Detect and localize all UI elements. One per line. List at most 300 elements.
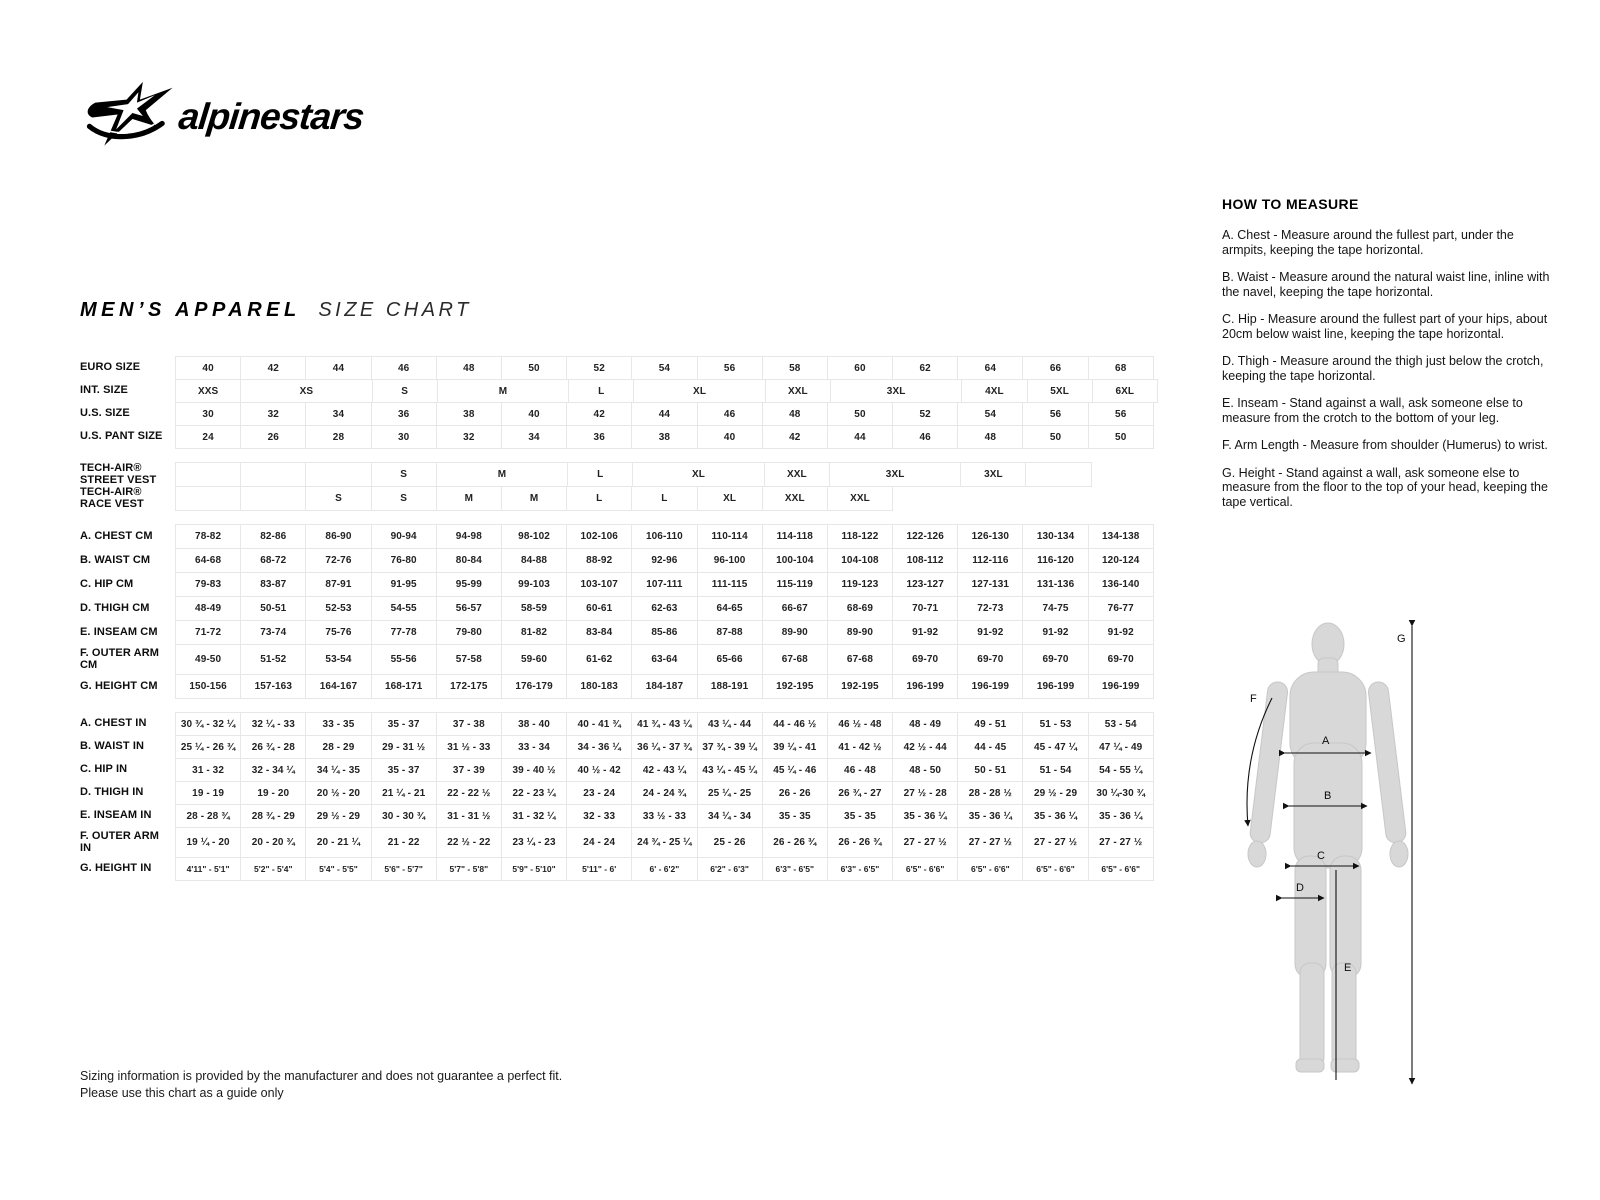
table-cell: 127-131 (957, 572, 1023, 597)
table-cell: 46 - 48 (827, 758, 893, 782)
table-cell: 110-114 (697, 524, 763, 549)
table-cell: 74-75 (1022, 596, 1088, 621)
table-cell: 64-68 (175, 548, 241, 573)
table-cell: 22 ½ - 22 (436, 827, 502, 858)
table-cell: 5'7" - 5'8" (436, 857, 502, 881)
table-cell: 30 (371, 425, 437, 449)
table-cell: 33 - 34 (501, 735, 567, 759)
table-cell: 38 (436, 402, 502, 426)
table-cell: 88-92 (566, 548, 632, 573)
table-cell: 95-99 (436, 572, 502, 597)
table-cell: 5'9" - 5'10" (501, 857, 567, 881)
table-cell: 24 (175, 425, 241, 449)
table-row (80, 781, 1170, 805)
table-cell: 4XL (961, 379, 1027, 403)
table-cell: 56-57 (436, 596, 502, 621)
row-label: EURO SIZE (80, 361, 141, 374)
table-cell (305, 462, 371, 487)
table-cell: 54 (957, 402, 1023, 426)
table-cell: 50 - 51 (957, 758, 1023, 782)
row-label: F. OUTER ARM CM (80, 647, 160, 671)
table-cell: 32 - 33 (566, 804, 632, 828)
table-cell: 48 - 50 (892, 758, 958, 782)
title-main: MEN’S APPAREL (80, 299, 301, 321)
table-cell: 50 (1088, 425, 1154, 449)
size-chart-table (80, 356, 1170, 894)
table-cell: 65-66 (697, 644, 763, 675)
table-cell: 83-84 (566, 620, 632, 645)
table-cell: 39 ¼ - 41 (762, 735, 828, 759)
figure-marker-f: F (1250, 693, 1257, 705)
disclaimer (80, 1068, 562, 1101)
table-cell: 46 (892, 425, 958, 449)
table-cell: 48 (957, 425, 1023, 449)
table-cell: 67-68 (827, 644, 893, 675)
table-cell: 48-49 (175, 596, 241, 621)
table-row (80, 758, 1170, 782)
table-cell: 5'11" - 6' (566, 857, 632, 881)
table-cell: 26 (240, 425, 306, 449)
table-cell: 120-124 (1088, 548, 1154, 573)
table-cell: 59-60 (501, 644, 567, 675)
table-cell: 56 (697, 356, 763, 380)
table-cell: 92-96 (631, 548, 697, 573)
table-cell: 87-88 (697, 620, 763, 645)
table-cell: 116-120 (1022, 548, 1088, 573)
table-cell: 76-80 (371, 548, 437, 573)
table-row (80, 735, 1170, 759)
table-cell: 26 - 26 ¾ (827, 827, 893, 858)
figure-marker-a: A (1322, 735, 1330, 747)
table-cell: 164-167 (305, 674, 371, 699)
table-cell (957, 486, 1023, 511)
table-row (80, 572, 1170, 597)
table-cell: 157-163 (240, 674, 306, 699)
table-cell: 55-56 (371, 644, 437, 675)
table-cell: 30 (175, 402, 241, 426)
table-cell: 35 - 36 ¼ (957, 804, 1023, 828)
table-cell: 46 (371, 356, 437, 380)
row-label: C. HIP IN (80, 763, 128, 776)
table-cell: L (566, 486, 632, 511)
table-cell: 48 (762, 402, 828, 426)
table-cell: 134-138 (1088, 524, 1154, 549)
table-cell: 50 (827, 402, 893, 426)
table-cell: XL (633, 379, 765, 403)
measure-instruction-c: C. Hip - Measure around the fullest part of your hips, about 20cm below waist line, keeping the tape horizontal. (1222, 312, 1548, 341)
table-cell: 168-171 (371, 674, 437, 699)
table-cell: XS (240, 379, 372, 403)
table-cell: 26 - 26 ¾ (762, 827, 828, 858)
figure-marker-d: D (1296, 882, 1304, 894)
table-cell: 43 ¼ - 44 (697, 712, 763, 736)
table-cell: 6'5" - 6'6" (957, 857, 1023, 881)
table-cell: 54 - 55 ¼ (1088, 758, 1154, 782)
table-cell: 80-84 (436, 548, 502, 573)
table-cell: 196-199 (892, 674, 958, 699)
alpinestars-logo (85, 80, 366, 152)
table-cell: 29 ½ - 29 (1022, 781, 1088, 805)
table-cell: 19 - 19 (175, 781, 241, 805)
table-cell: 64 (957, 356, 1023, 380)
table-cell: S (372, 379, 438, 403)
table-cell: 122-126 (892, 524, 958, 549)
table-cell: 50-51 (240, 596, 306, 621)
table-cell: 44 (631, 402, 697, 426)
table-cell: 172-175 (436, 674, 502, 699)
table-cell: 84-88 (501, 548, 567, 573)
table-cell: 35 - 35 (827, 804, 893, 828)
table-cell: 118-122 (827, 524, 893, 549)
table-cell: 106-110 (631, 524, 697, 549)
table-row (80, 857, 1170, 881)
table-cell: 27 - 27 ½ (957, 827, 1023, 858)
measure-instruction-g: G. Height - Stand against a wall, ask someone else to measure from the floor to the top of your head, keeping the tape vertical. (1222, 465, 1548, 509)
table-group-in (80, 712, 1170, 881)
silhouette-shapes (1248, 623, 1408, 1072)
table-group-sizes (80, 356, 1170, 449)
table-cell: 90-94 (371, 524, 437, 549)
table-cell: 5'2" - 5'4" (240, 857, 306, 881)
table-cell: 42 ½ - 44 (892, 735, 958, 759)
table-cell: 38 (631, 425, 697, 449)
table-cell: XL (632, 462, 764, 487)
table-cell: 58-59 (501, 596, 567, 621)
table-cell: 31 - 32 ¼ (501, 804, 567, 828)
table-cell: 40 (501, 402, 567, 426)
figure-marker-e: E (1344, 962, 1352, 974)
measure-instruction-a: A. Chest - Measure around the fullest part, under the armpits, keeping the tape horizontal. (1222, 228, 1514, 257)
table-cell: 37 - 39 (436, 758, 502, 782)
table-cell: 5'6" - 5'7" (371, 857, 437, 881)
table-cell: 39 - 40 ½ (501, 758, 567, 782)
table-cell: XXS (175, 379, 241, 403)
table-cell: 35 - 35 (762, 804, 828, 828)
alpinestars-star-icon (85, 80, 177, 152)
table-cell: 3XL (960, 462, 1026, 487)
table-cell: 60-61 (566, 596, 632, 621)
table-cell: 32 (240, 402, 306, 426)
table-cell: 32 ¼ - 33 (240, 712, 306, 736)
table-cell: 28 ¾ - 29 (240, 804, 306, 828)
table-cell: 87-91 (305, 572, 371, 597)
table-cell: 68-69 (827, 596, 893, 621)
table-cell: S (305, 486, 371, 511)
table-cell: 53-54 (305, 644, 371, 675)
table-cell: 103-107 (566, 572, 632, 597)
table-cell: 6'5" - 6'6" (1022, 857, 1088, 881)
table-cell: 37 ¾ - 39 ¼ (697, 735, 763, 759)
body-silhouette (1232, 618, 1432, 1090)
table-cell: 42 (762, 425, 828, 449)
page-title (80, 299, 472, 322)
table-cell (1088, 486, 1154, 511)
table-cell: 73-74 (240, 620, 306, 645)
table-cell: 45 ¼ - 46 (762, 758, 828, 782)
table-row (80, 356, 1170, 380)
table-cell: 98-102 (501, 524, 567, 549)
table-cell: 51-52 (240, 644, 306, 675)
table-cell: 35 - 37 (371, 758, 437, 782)
row-label: B. WAIST CM (80, 553, 151, 566)
table-cell: 66 (1022, 356, 1088, 380)
table-cell: 6'3" - 6'5" (827, 857, 893, 881)
table-cell: 69-70 (1022, 644, 1088, 675)
row-label: E. INSEAM IN (80, 809, 152, 822)
table-cell: 25 - 26 (697, 827, 763, 858)
table-cell: 188-191 (697, 674, 763, 699)
row-label: TECH-AIR® RACE VEST (80, 486, 144, 510)
row-label: C. HIP CM (80, 577, 134, 590)
table-cell: 56 (1088, 402, 1154, 426)
table-cell: 104-108 (827, 548, 893, 573)
table-cell: 69-70 (892, 644, 958, 675)
table-cell: 26 - 26 (762, 781, 828, 805)
table-cell: 94-98 (436, 524, 502, 549)
table-cell: 70-71 (892, 596, 958, 621)
table-cell: 72-76 (305, 548, 371, 573)
table-row (80, 486, 1170, 511)
table-cell: M (436, 462, 568, 487)
table-cell: 76-77 (1088, 596, 1154, 621)
table-group-cm (80, 524, 1170, 699)
table-cell: 85-86 (631, 620, 697, 645)
table-cell: S (371, 462, 437, 487)
table-cell: 42 (240, 356, 306, 380)
table-row (80, 402, 1170, 426)
table-cell: 82-86 (240, 524, 306, 549)
table-cell: 45 - 47 ¼ (1022, 735, 1088, 759)
table-cell: 176-179 (501, 674, 567, 699)
figure-marker-c: C (1317, 850, 1325, 862)
table-cell: 23 - 24 (566, 781, 632, 805)
table-cell (1025, 462, 1091, 487)
table-cell (175, 486, 241, 511)
table-cell (892, 486, 958, 511)
measure-instruction-e: E. Inseam - Stand against a wall, ask someone else to measure from the crotch to the bottom of your leg. (1222, 396, 1523, 425)
table-cell: 52-53 (305, 596, 371, 621)
logo-wordmark: alpinestars (176, 95, 366, 137)
table-cell: 57-58 (436, 644, 502, 675)
disclaimer-line-2: Please use this chart as a guide only (80, 1085, 284, 1100)
table-cell: 75-76 (305, 620, 371, 645)
table-cell: 24 - 24 (566, 827, 632, 858)
table-cell (240, 462, 306, 487)
row-label: F. OUTER ARM IN (80, 830, 160, 854)
table-cell: 32 - 34 ¼ (240, 758, 306, 782)
table-cell: 43 ¼ - 45 ¼ (697, 758, 763, 782)
table-cell: 40 (175, 356, 241, 380)
table-cell (1022, 486, 1088, 511)
table-cell: 37 - 38 (436, 712, 502, 736)
table-cell: 48 - 49 (892, 712, 958, 736)
table-cell: 107-111 (631, 572, 697, 597)
table-row (80, 712, 1170, 736)
table-cell: 24 ¾ - 25 ¼ (631, 827, 697, 858)
table-cell: 34 ¼ - 34 (697, 804, 763, 828)
table-cell: 49 - 51 (957, 712, 1023, 736)
table-cell: 28 (305, 425, 371, 449)
table-cell: 112-116 (957, 548, 1023, 573)
table-cell: 6'3" - 6'5" (762, 857, 828, 881)
table-cell: 89-90 (827, 620, 893, 645)
table-cell: 180-183 (566, 674, 632, 699)
table-cell: 51 - 53 (1022, 712, 1088, 736)
table-cell: 61-62 (566, 644, 632, 675)
table-cell: 24 - 24 ¾ (631, 781, 697, 805)
table-cell: 72-73 (957, 596, 1023, 621)
table-cell: 41 ¾ - 43 ¼ (631, 712, 697, 736)
table-cell: 36 ¼ - 37 ¾ (631, 735, 697, 759)
table-cell: 91-92 (1088, 620, 1154, 645)
table-cell: XXL (827, 486, 893, 511)
row-label: TECH-AIR® STREET VEST (80, 462, 157, 486)
table-cell: 27 - 27 ½ (1088, 827, 1154, 858)
table-cell: 99-103 (501, 572, 567, 597)
table-cell: 91-92 (957, 620, 1023, 645)
table-cell: 29 ½ - 29 (305, 804, 371, 828)
table-cell: 34 (501, 425, 567, 449)
table-cell: 50 (501, 356, 567, 380)
table-cell: 25 ¼ - 26 ¾ (175, 735, 241, 759)
table-cell: 6'5" - 6'6" (892, 857, 958, 881)
disclaimer-line-1: Sizing information is provided by the manufacturer and does not guarantee a perfect fit. (80, 1069, 563, 1083)
table-cell: 63-64 (631, 644, 697, 675)
table-cell: 49-50 (175, 644, 241, 675)
table-cell: 52 (892, 402, 958, 426)
table-cell: 71-72 (175, 620, 241, 645)
table-cell: 27 - 27 ½ (1022, 827, 1088, 858)
table-cell: 35 - 37 (371, 712, 437, 736)
table-cell: 60 (827, 356, 893, 380)
table-cell: L (631, 486, 697, 511)
table-cell: 50 (1022, 425, 1088, 449)
table-cell: 81-82 (501, 620, 567, 645)
table-cell: 35 - 36 ¼ (892, 804, 958, 828)
table-cell: 34 - 36 ¼ (566, 735, 632, 759)
table-cell: 100-104 (762, 548, 828, 573)
table-cell: 42 (566, 402, 632, 426)
table-cell: L (567, 462, 633, 487)
table-row (80, 425, 1170, 449)
table-cell: 6XL (1092, 379, 1158, 403)
table-cell: 40 - 41 ¾ (566, 712, 632, 736)
table-cell: 44 (305, 356, 371, 380)
table-cell: S (371, 486, 437, 511)
table-cell: 68 (1088, 356, 1154, 380)
row-label: U.S. PANT SIZE (80, 430, 163, 443)
table-cell: 66-67 (762, 596, 828, 621)
measure-instruction-f: F. Arm Length - Measure from shoulder (Humerus) to wrist. (1222, 438, 1548, 452)
table-cell: 115-119 (762, 572, 828, 597)
table-cell: 77-78 (371, 620, 437, 645)
table-cell: 79-83 (175, 572, 241, 597)
table-cell: 19 ¼ - 20 (175, 827, 241, 858)
table-cell: 30 ¼-30 ¾ (1088, 781, 1154, 805)
table-cell: 33 - 35 (305, 712, 371, 736)
measure-instruction-b: B. Waist - Measure around the natural waist line, inline with the navel, keeping the tape horizontal. (1222, 270, 1550, 299)
table-cell: 86-90 (305, 524, 371, 549)
table-cell: 28 - 28 ½ (957, 781, 1023, 805)
row-label: A. CHEST CM (80, 529, 153, 542)
table-cell: 19 - 20 (240, 781, 306, 805)
table-cell: 3XL (830, 379, 962, 403)
row-label: G. HEIGHT IN (80, 862, 152, 875)
table-cell: 25 ¼ - 25 (697, 781, 763, 805)
table-cell: 69-70 (957, 644, 1023, 675)
table-row (80, 644, 1170, 675)
table-cell: 5XL (1027, 379, 1093, 403)
row-label: G. HEIGHT CM (80, 679, 158, 692)
table-row (80, 674, 1170, 699)
table-cell: 102-106 (566, 524, 632, 549)
table-cell: 91-92 (1022, 620, 1088, 645)
table-cell: 34 (305, 402, 371, 426)
table-cell: 47 ¼ - 49 (1088, 735, 1154, 759)
table-cell: 6' - 6'2" (631, 857, 697, 881)
row-label: D. THIGH CM (80, 601, 150, 614)
table-cell: 53 - 54 (1088, 712, 1154, 736)
table-cell: 119-123 (827, 572, 893, 597)
table-cell: 44 (827, 425, 893, 449)
table-cell: 30 ¾ - 32 ¼ (175, 712, 241, 736)
table-cell: 35 - 36 ¼ (1022, 804, 1088, 828)
row-label: U.S. SIZE (80, 407, 130, 420)
table-cell: 69-70 (1088, 644, 1154, 675)
table-row (80, 379, 1170, 403)
table-cell: 192-195 (827, 674, 893, 699)
table-cell: 130-134 (1022, 524, 1088, 549)
table-cell: 32 (436, 425, 502, 449)
table-cell: 114-118 (762, 524, 828, 549)
how-to-measure-panel (1222, 196, 1550, 522)
table-cell: 83-87 (240, 572, 306, 597)
table-cell (175, 462, 241, 487)
table-cell: 36 (566, 425, 632, 449)
table-cell: 78-82 (175, 524, 241, 549)
table-cell: 196-199 (1022, 674, 1088, 699)
table-cell: 31 - 32 (175, 758, 241, 782)
table-cell: 3XL (829, 462, 961, 487)
table-cell: 40 ½ - 42 (566, 758, 632, 782)
table-row (80, 804, 1170, 828)
measure-instruction-d: D. Thigh - Measure around the thigh just below the crotch, keeping the tape horizontal. (1222, 354, 1544, 383)
table-cell: XXL (762, 486, 828, 511)
table-cell: 91-92 (892, 620, 958, 645)
table-cell: 126-130 (957, 524, 1023, 549)
how-to-measure-list (1222, 228, 1550, 509)
table-cell: 36 (371, 402, 437, 426)
table-cell: 136-140 (1088, 572, 1154, 597)
table-cell: 26 ¾ - 27 (827, 781, 893, 805)
table-cell: 31 ½ - 33 (436, 735, 502, 759)
table-cell: 33 ½ - 33 (631, 804, 697, 828)
table-cell: 131-136 (1022, 572, 1088, 597)
table-row (80, 827, 1170, 858)
table-cell: 27 ½ - 28 (892, 781, 958, 805)
table-cell: 20 - 21 ¼ (305, 827, 371, 858)
table-cell: 6'2" - 6'3" (697, 857, 763, 881)
table-cell: 51 - 54 (1022, 758, 1088, 782)
table-cell: 5'4" - 5'5" (305, 857, 371, 881)
table-cell: M (437, 379, 569, 403)
row-label: B. WAIST IN (80, 740, 145, 753)
table-cell: 20 - 20 ¾ (240, 827, 306, 858)
body-measurement-diagram (1232, 618, 1432, 1090)
table-row (80, 596, 1170, 621)
table-cell: 22 - 23 ¼ (501, 781, 567, 805)
table-cell: 27 - 27 ½ (892, 827, 958, 858)
